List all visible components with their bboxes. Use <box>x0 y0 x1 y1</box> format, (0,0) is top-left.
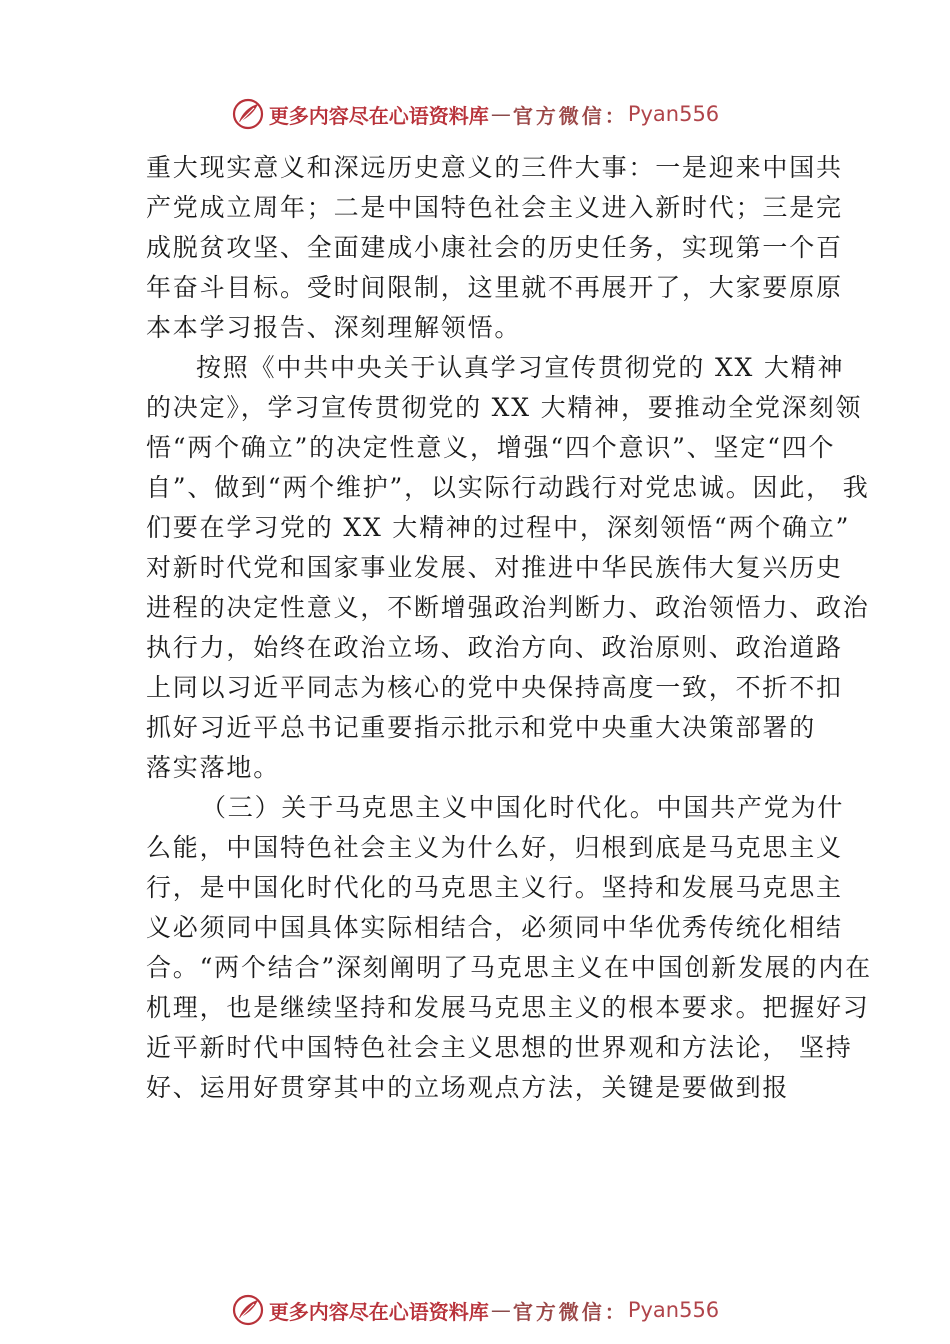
footer-watermark <box>0 1290 950 1330</box>
text-line: 的决定》，学习宣传贯彻党的 XX 大精神，要推动全党深刻领 <box>146 393 863 422</box>
text-line: 对新时代党和国家事业发展、对推进中华民族伟大复兴历史 <box>146 553 843 582</box>
watermark-wechat-id: Pyan556 <box>627 1298 720 1322</box>
text-line: 本本学习报告、深刻理解领悟。 <box>146 313 522 342</box>
watermark-separator: — <box>490 1298 511 1322</box>
watermark-brand: 更多内容尽在心语资料库 <box>268 103 489 128</box>
text-line: 进程的决定性意义，不断增强政治判断力、政治领悟力、政治 <box>146 593 870 622</box>
text-line: 合。“两个结合”深刻阐明了马克思主义在中国创新发展的内在 <box>146 953 872 982</box>
text-line: 重大现实意义和深远历史意义的三件大事：一是迎来中国共 <box>146 153 843 182</box>
text-line: 抓好习近平总书记重要指示批示和党中央重大决策部署的 <box>146 713 817 742</box>
text-line: 行，是中国化时代化的马克思主义行。坚持和发展马克思主 <box>146 873 843 902</box>
text-line: 义必须同中国具体实际相结合，必须同中华优秀传统化相结 <box>146 913 843 942</box>
watermark-separator: — <box>490 102 511 126</box>
text-line: 产党成立周年；二是中国特色社会主义进入新时代；三是完 <box>146 193 843 222</box>
watermark-wechat-label: 官方微信： <box>512 103 628 128</box>
document-body <box>146 148 872 1108</box>
text-line: 年奋斗目标。受时间限制，这里就不再展开了，大家要原原 <box>146 273 843 302</box>
text-line: 自”、做到“两个维护”，以实际行动践行对党忠诚。因此， 我 <box>146 473 870 502</box>
pen-leaf-logo-icon <box>231 97 265 131</box>
text-line: 好、运用好贯穿其中的立场观点方法，关键是要做到报 <box>146 1073 790 1102</box>
text-line: 成脱贫攻坚、全面建成小康社会的历史任务，实现第一个百 <box>146 233 843 262</box>
text-line: 么能，中国特色社会主义为什么好，归根到底是马克思主义 <box>146 833 843 862</box>
header-watermark <box>0 94 950 134</box>
watermark-brand: 更多内容尽在心语资料库 <box>268 1299 489 1324</box>
pen-leaf-logo-icon <box>231 1293 265 1327</box>
watermark-wechat-label: 官方微信： <box>512 1299 628 1324</box>
section-heading-line: （三）关于马克思主义中国化时代化。中国共产党为什 <box>201 793 845 822</box>
text-line: 机理，也是继续坚持和发展马克思主义的根本要求。把握好习 <box>146 993 870 1022</box>
text-line: 们要在学习党的 XX 大精神的过程中，深刻领悟“两个确立” <box>146 513 851 542</box>
text-line: 执行力，始终在政治立场、政治方向、政治原则、政治道路 <box>146 633 843 662</box>
text-line: 上同以习近平同志为核心的党中央保持高度一致，不折不扣 <box>146 673 843 702</box>
paragraph-start-line: 按照《中共中央关于认真学习宣传贯彻党的 XX 大精神 <box>196 353 845 382</box>
text-line: 落实落地。 <box>146 753 281 782</box>
text-line: 悟“两个确立”的决定性意义，增强“四个意识”、坚定“四个 <box>146 433 836 462</box>
text-line: 近平新时代中国特色社会主义思想的世界观和方法论， 坚持 <box>146 1033 853 1062</box>
watermark-wechat-id: Pyan556 <box>627 102 720 126</box>
